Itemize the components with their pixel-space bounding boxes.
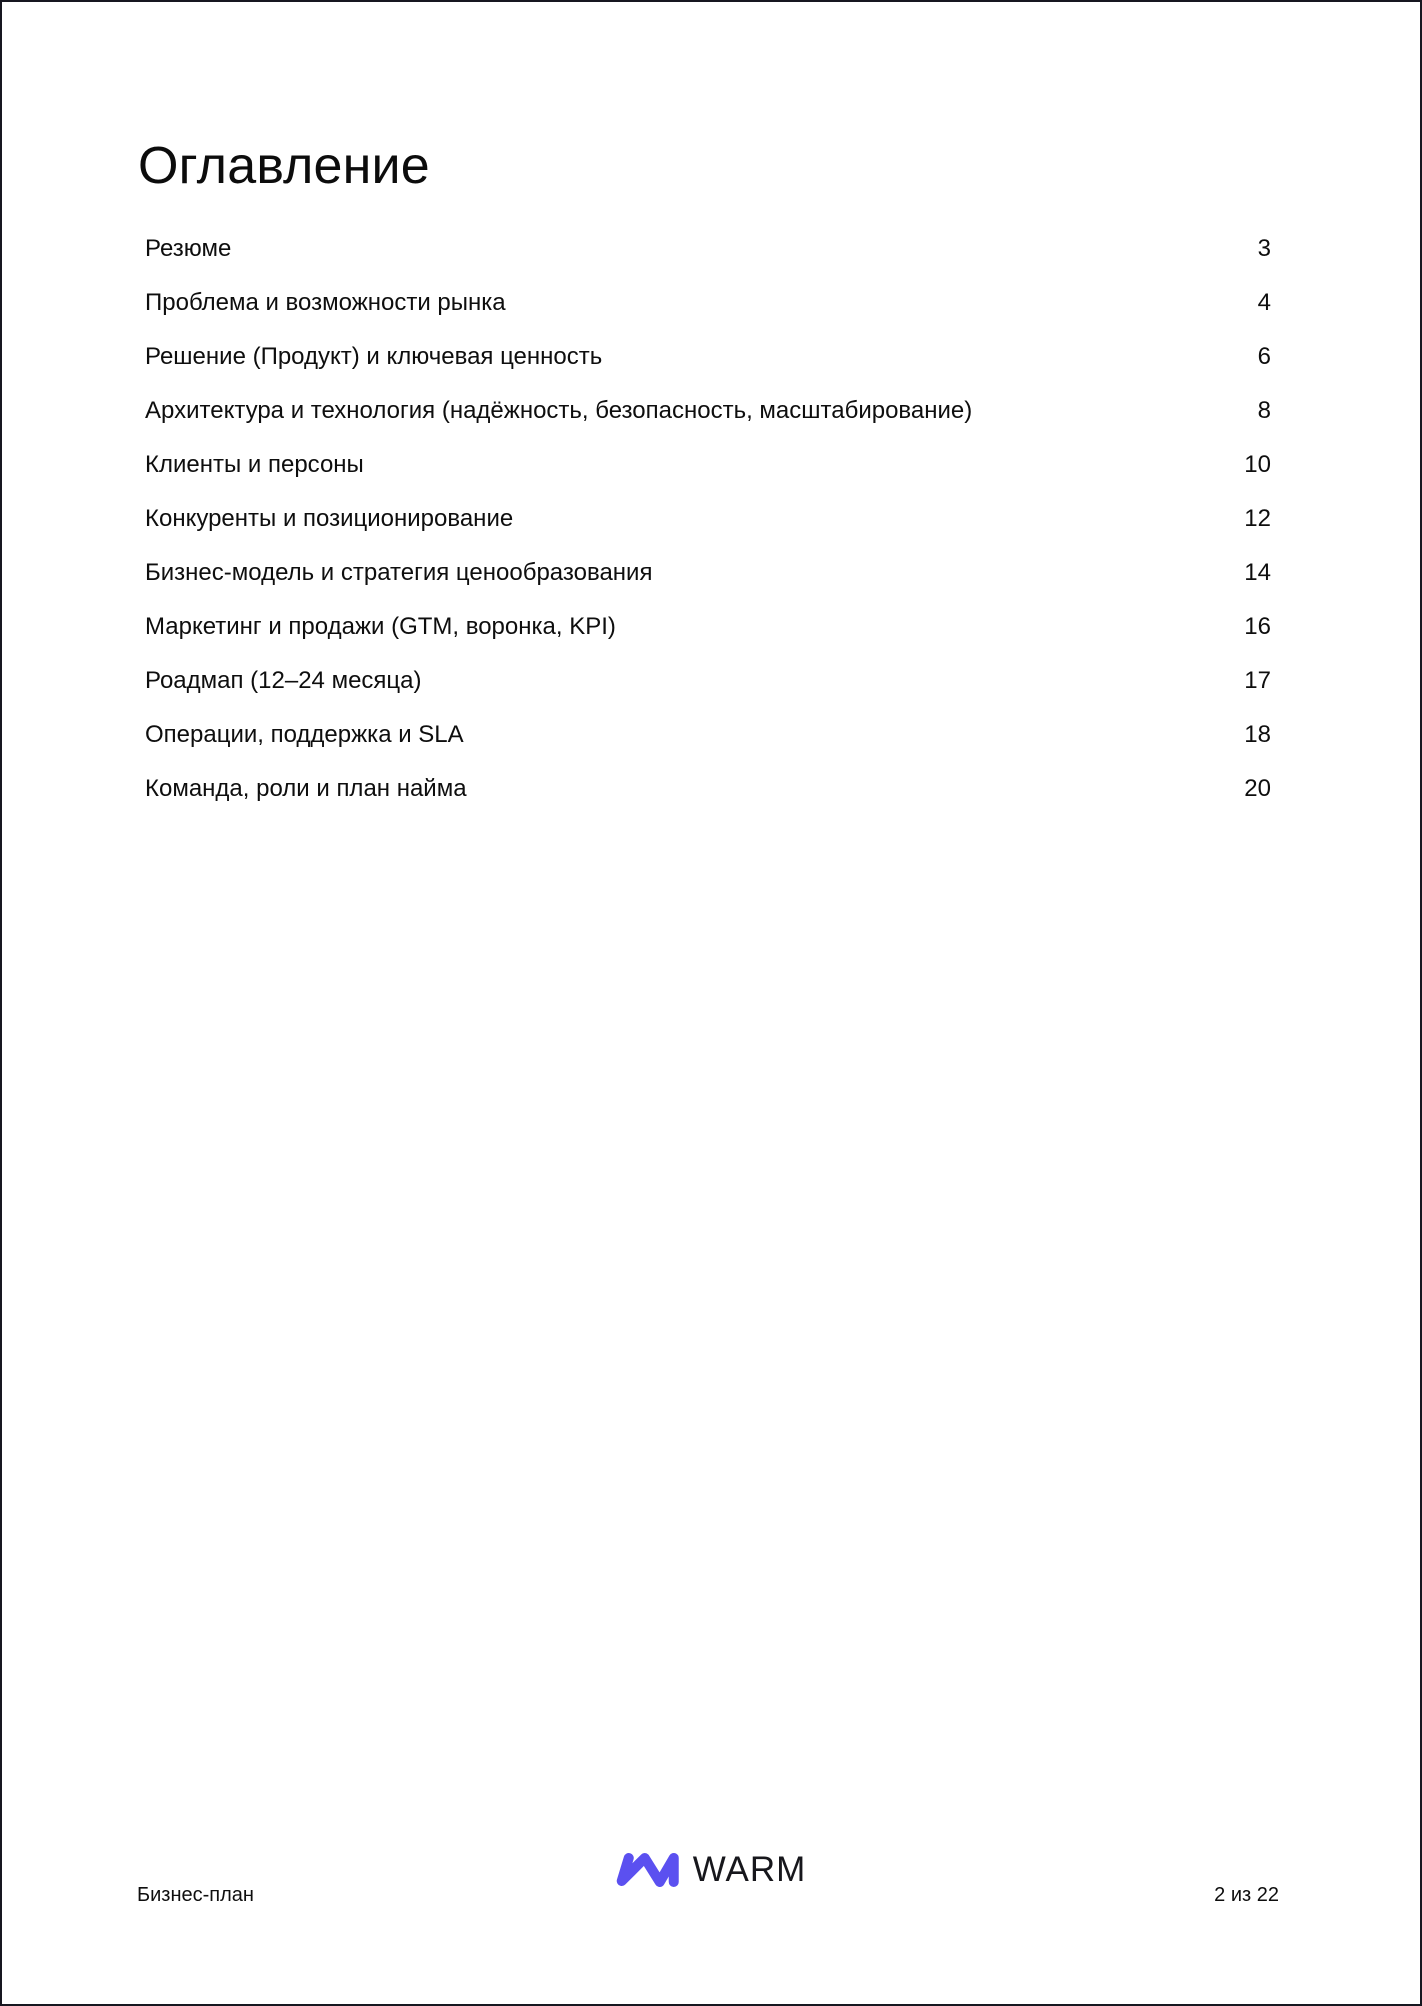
toc-item-label: Проблема и возможности рынка xyxy=(145,289,506,316)
toc-item-label: Решение (Продукт) и ключевая ценность xyxy=(145,343,603,370)
toc-item[interactable] xyxy=(145,654,1271,708)
toc-item-page: 10 xyxy=(1244,451,1271,478)
toc-item-label: Резюме xyxy=(145,235,232,262)
toc-item-label: Роадмап (12–24 месяца) xyxy=(145,667,422,694)
toc-item-page: 8 xyxy=(1257,397,1271,424)
toc-item-label: Архитектура и технология (надёжность, безопасность, масштабирование) xyxy=(145,397,973,424)
toc-item-page: 6 xyxy=(1257,343,1271,370)
toc-item-label: Команда, роли и план найма xyxy=(145,775,467,802)
toc-list xyxy=(145,222,1271,816)
toc-item-page: 16 xyxy=(1244,613,1271,640)
toc-item-label: Маркетинг и продажи (GTM, воронка, KPI) xyxy=(145,613,616,640)
toc-item-page: 18 xyxy=(1244,721,1271,748)
toc-item[interactable] xyxy=(145,708,1271,762)
brand-wordmark: WARM xyxy=(692,1850,807,1889)
warm-logomark-icon xyxy=(616,1852,686,1888)
toc-item[interactable] xyxy=(145,438,1271,492)
toc-item-label: Клиенты и персоны xyxy=(145,451,364,478)
toc-item-page: 3 xyxy=(1257,235,1271,262)
toc-item-page: 17 xyxy=(1244,667,1271,694)
toc-item[interactable] xyxy=(145,492,1271,546)
toc-item[interactable] xyxy=(145,330,1271,384)
toc-item-label: Операции, поддержка и SLA xyxy=(145,721,464,748)
toc-item[interactable] xyxy=(145,600,1271,654)
footer-doc-label: Бизнес-план xyxy=(137,1884,254,1906)
toc-item[interactable] xyxy=(145,546,1271,600)
toc-item[interactable] xyxy=(145,222,1271,276)
toc-item-page: 12 xyxy=(1244,505,1271,532)
toc-item-label: Бизнес-модель и стратегия ценообразования xyxy=(145,559,653,586)
toc-item[interactable] xyxy=(145,276,1271,330)
toc-item[interactable] xyxy=(145,384,1271,438)
page-indicator: 2 из 22 xyxy=(1214,1884,1279,1906)
page-title: Оглавление xyxy=(138,137,430,195)
toc-item-page: 14 xyxy=(1244,559,1271,586)
toc-item[interactable] xyxy=(145,762,1271,816)
toc-item-page: 4 xyxy=(1257,289,1271,316)
toc-item-page: 20 xyxy=(1244,775,1271,802)
toc-item-label: Конкуренты и позиционирование xyxy=(145,505,514,532)
brand-logo xyxy=(616,1851,807,1889)
